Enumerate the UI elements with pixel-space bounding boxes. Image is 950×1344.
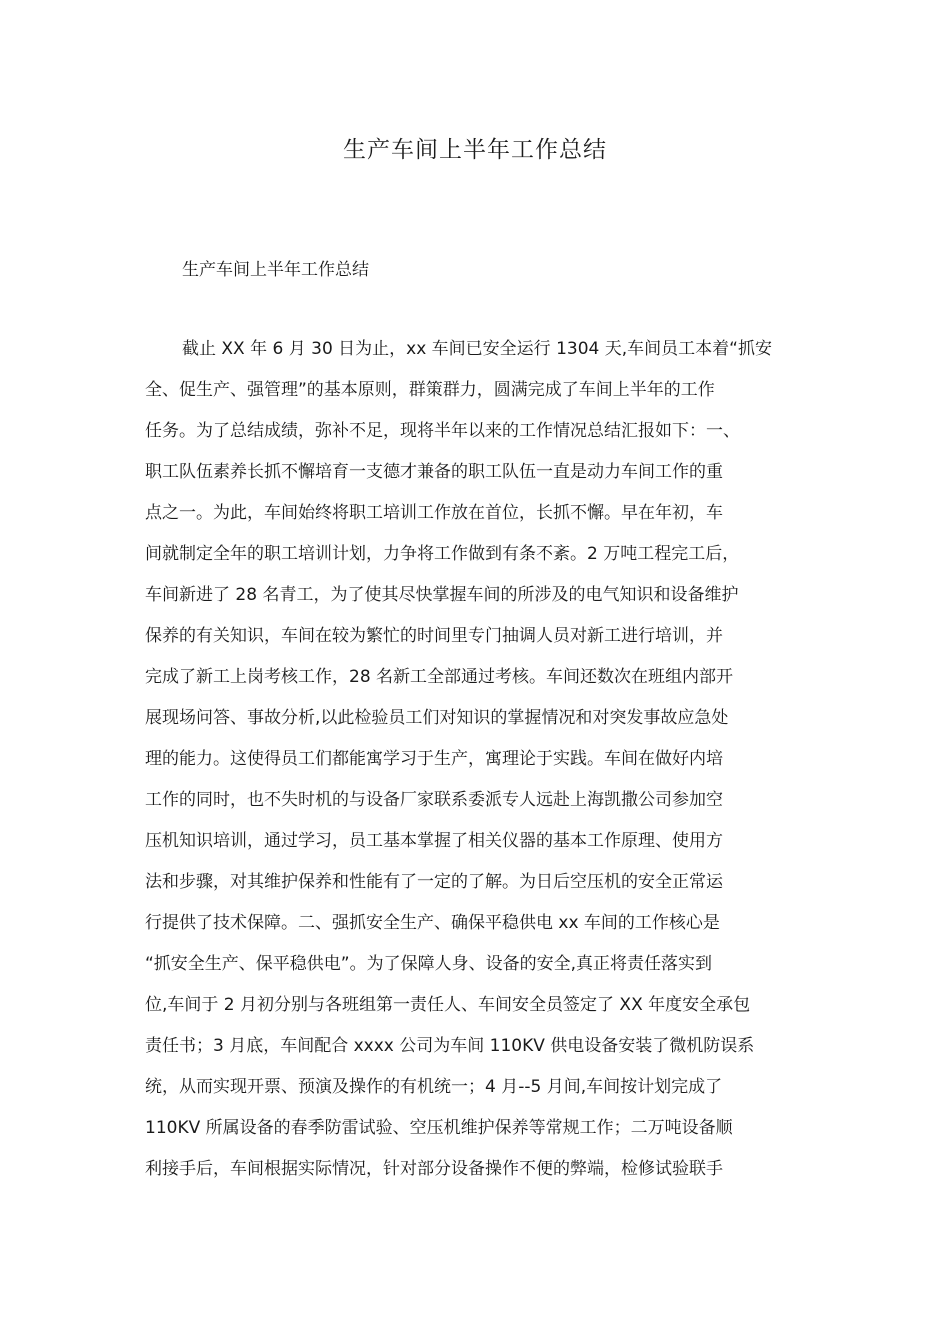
body-line: 展现场问答、事故分析,以此检验员工们对知识的掌握情况和对突发事故应急处 xyxy=(145,708,729,728)
body-line: 间就制定全年的职工培训计划，力争将工作做到有条不紊。2 万吨工程完工后， xyxy=(145,544,740,564)
body-paragraph xyxy=(145,329,807,1190)
body-line: 压机知识培训，通过学习，员工基本掌握了相关仪器的基本工作原理、使用方 xyxy=(145,831,723,851)
body-line: 完成了新工上岗考核工作，28 名新工全部通过考核。车间还数次在班组内部开 xyxy=(145,667,734,687)
body-line: 全、促生产、强管理”的基本原则，群策群力，圆满完成了车间上半年的工作 xyxy=(145,380,715,400)
body-line: “抓安全生产、保平稳供电”。为了保障人身、设备的安全,真正将责任落实到 xyxy=(145,954,713,974)
body-line: 110KV 所属设备的春季防雷试验、空压机维护保养等常规工作；二万吨设备顺 xyxy=(145,1118,733,1138)
body-line: 点之一。为此，车间始终将职工培训工作放在首位，长抓不懈。早在年初，车 xyxy=(145,503,723,523)
body-line: 保养的有关知识，车间在较为繁忙的时间里专门抽调人员对新工进行培训，并 xyxy=(145,626,723,646)
body-line: 车间新进了 28 名青工，为了使其尽快掌握车间的所涉及的电气知识和设备维护 xyxy=(145,585,739,605)
body-line: 利接手后，车间根据实际情况，针对部分设备操作不便的弊端，检修试验联手 xyxy=(145,1159,723,1179)
body-line: 法和步骤，对其维护保养和性能有了一定的了解。为日后空压机的安全正常运 xyxy=(145,872,723,892)
document-subtitle: 生产车间上半年工作总结 xyxy=(182,260,369,280)
body-line: 理的能力。这使得员工们都能寓学习于生产，寓理论于实践。车间在做好内培 xyxy=(145,749,723,769)
document-title: 生产车间上半年工作总结 xyxy=(343,137,607,163)
body-line: 行提供了技术保障。二、强抓安全生产、确保平稳供电 xx 车间的工作核心是 xyxy=(145,913,720,933)
body-line: 截止 XX 年 6 月 30 日为止，xx 车间已安全运行 1304 天,车间员工本着“抓安 xyxy=(182,339,772,359)
body-line: 统，从而实现开票、预演及操作的有机统一；4 月--5 月间,车间按计划完成了 xyxy=(145,1077,723,1097)
body-line: 任务。为了总结成绩，弥补不足，现将半年以来的工作情况总结汇报如下：一、 xyxy=(145,421,740,441)
body-line: 位,车间于 2 月初分别与各班组第一责任人、车间安全员签定了 XX 年度安全承包 xyxy=(145,995,751,1015)
body-line: 职工队伍素养长抓不懈培育一支德才兼备的职工队伍一直是动力车间工作的重 xyxy=(145,462,723,482)
body-line: 工作的同时，也不失时机的与设备厂家联系委派专人远赴上海凯撒公司参加空 xyxy=(145,790,723,810)
body-line: 责任书；3 月底，车间配合 xxxx 公司为车间 110KV 供电设备安装了微机防误系 xyxy=(145,1036,755,1056)
